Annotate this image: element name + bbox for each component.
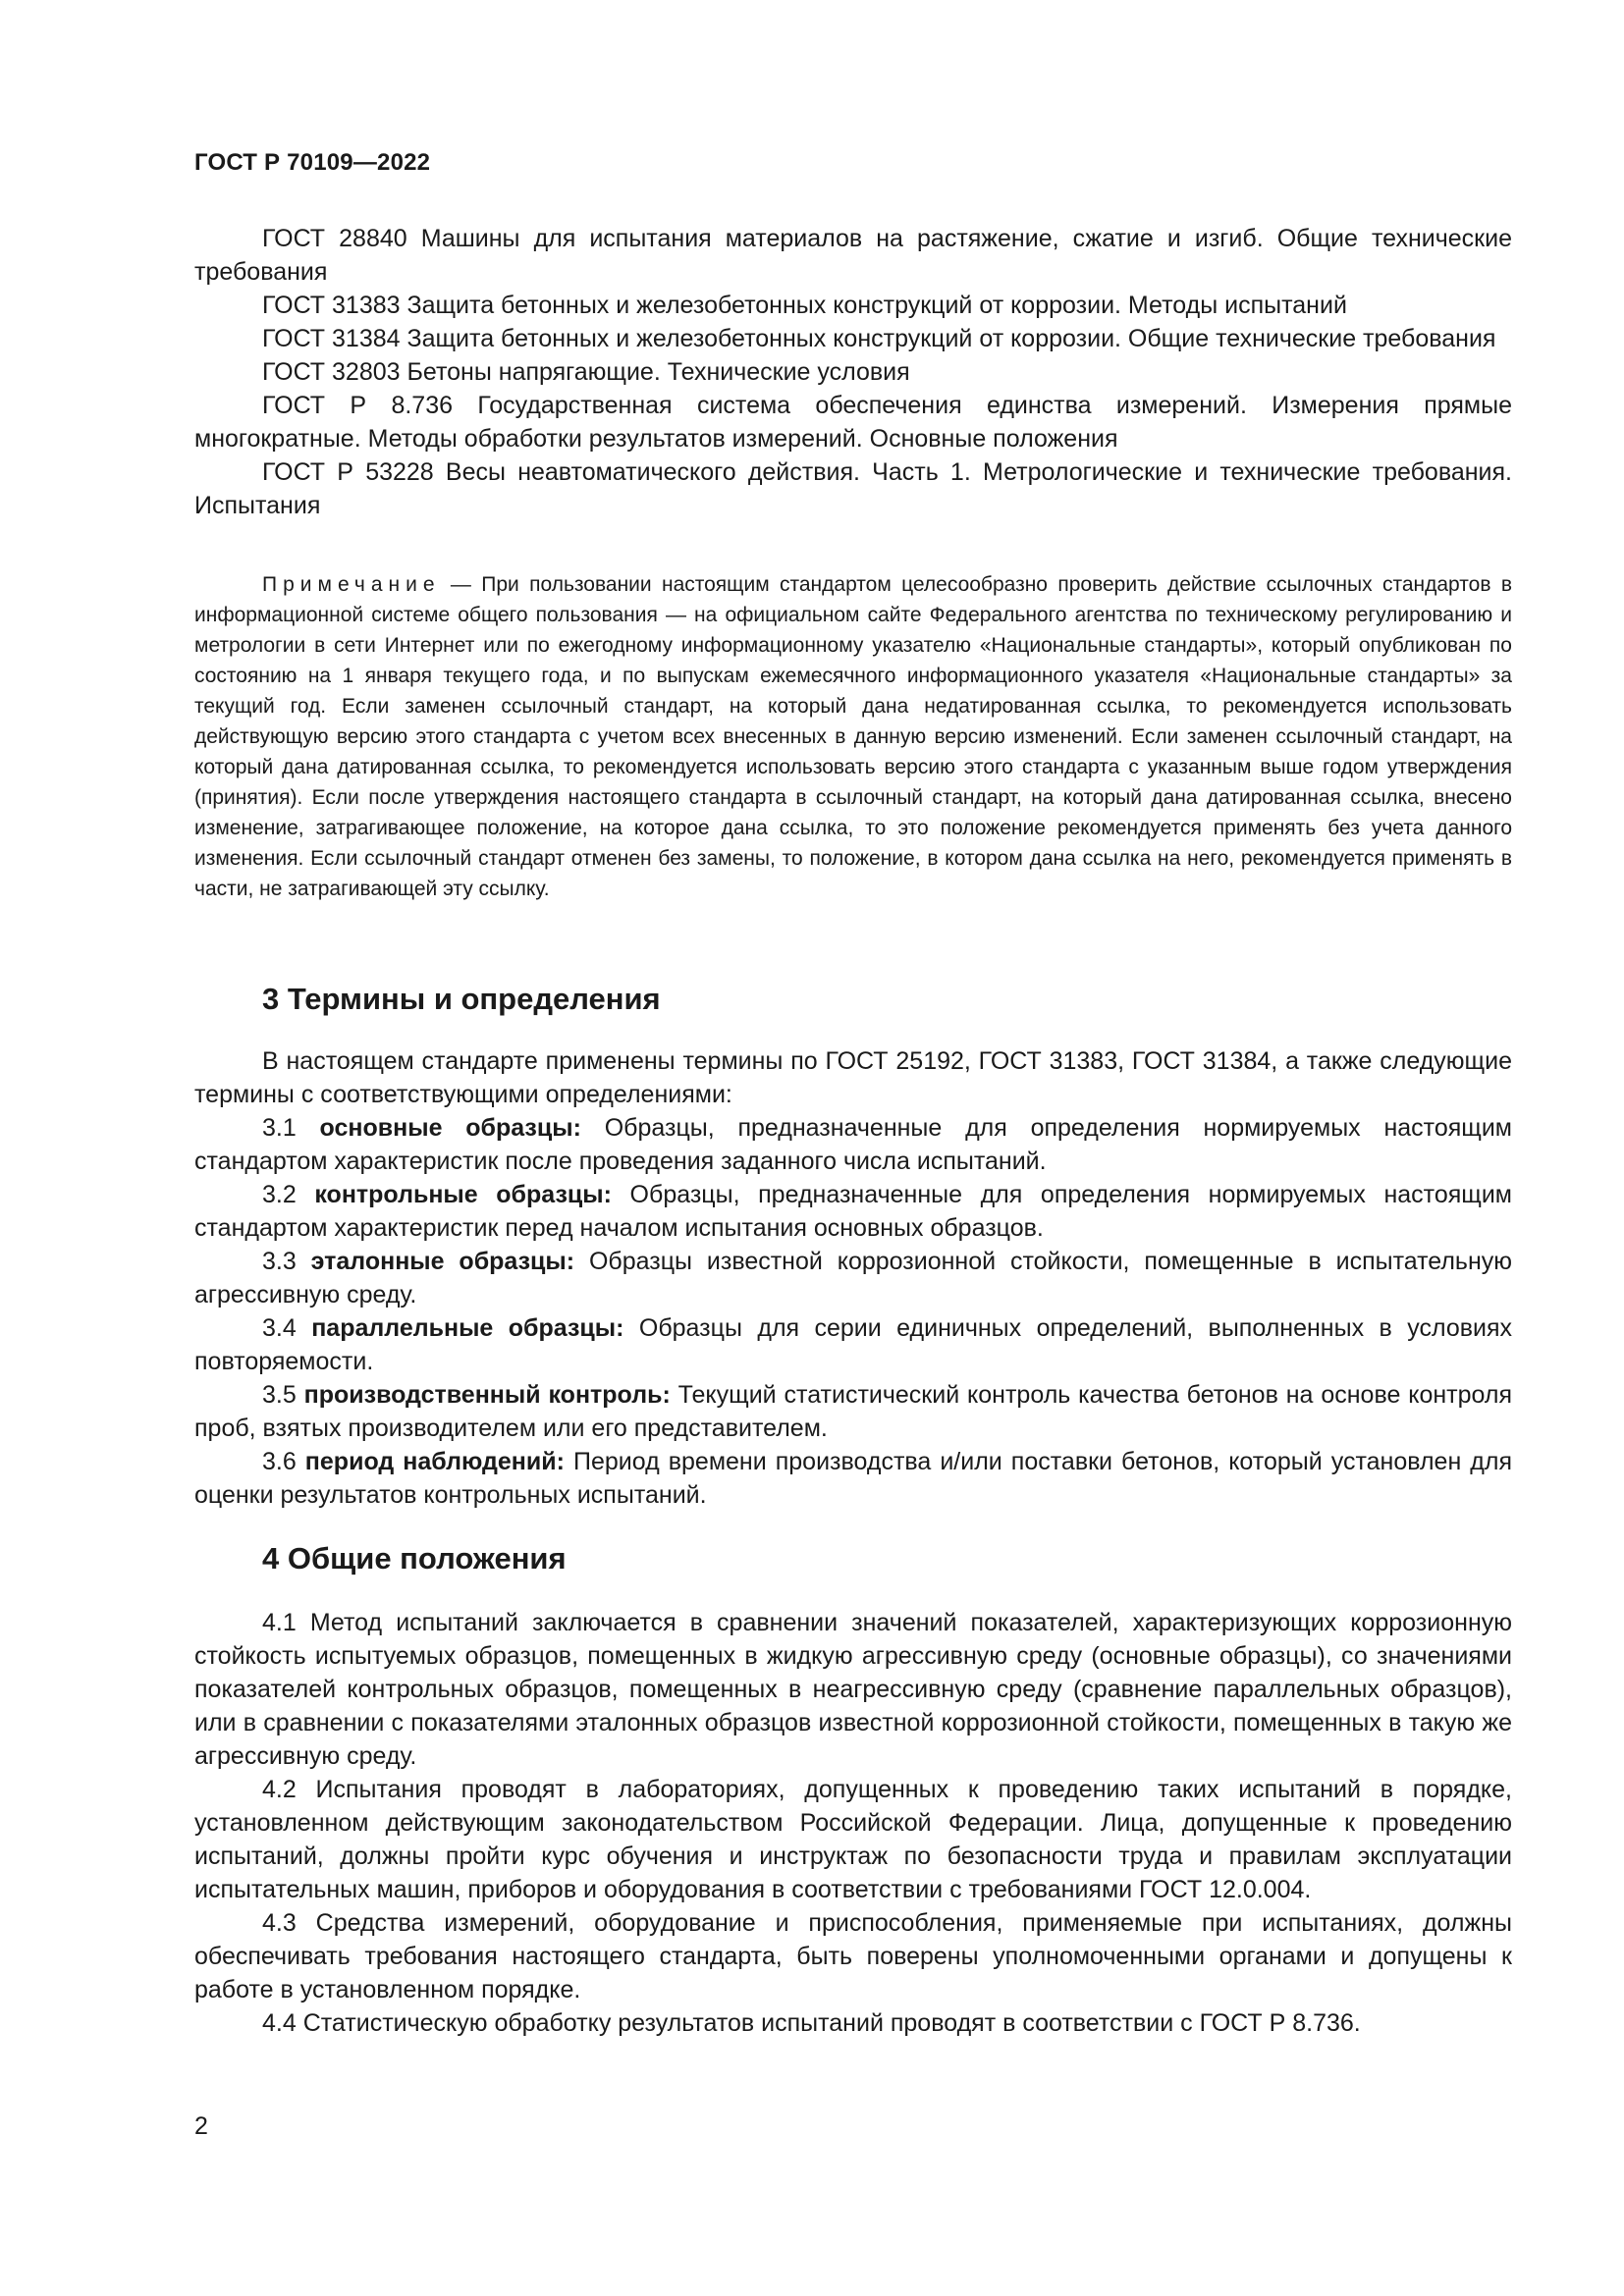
- section-3-body: [194, 1044, 1512, 1512]
- term-definition: [194, 1245, 1512, 1311]
- term-definition: [194, 1178, 1512, 1245]
- term-text: Образцы, предназначенные для определения нормируемых настоящим стандартом характеристик после проведения заданного числа испытаний.: [194, 1114, 1512, 1175]
- document-code-header: ГОСТ Р 70109—2022: [194, 149, 431, 176]
- reference-item: ГОСТ 28840 Машины для испытания материалов на растяжение, сжатие и изгиб. Общие технические требования: [194, 225, 1512, 286]
- note-block: [194, 569, 1512, 904]
- section-3-intro: В настоящем стандарте применены термины по ГОСТ 25192, ГОСТ 31383, ГОСТ 31384, а также следующие термины с соответствующими определениями:: [194, 1047, 1512, 1108]
- section-4-paragraph: 4.3 Средства измерений, оборудование и приспособления, применяемые при испытаниях, должны обеспечивать требования настоящего стандарта, быть поверены уполномоченными органами и допущены к работе в установленном порядке.: [194, 1909, 1512, 2003]
- page-number: 2: [194, 2112, 208, 2140]
- term-definition: [194, 1378, 1512, 1445]
- reference-item: ГОСТ Р 53228 Весы неавтоматического действия. Часть 1. Метрологические и технические требования. Испытания: [194, 458, 1512, 519]
- section-4-paragraph: 4.4 Статистическую обработку результатов испытаний проводят в соответствии с ГОСТ Р 8.736.: [262, 2009, 1361, 2037]
- note-text: — При пользовании настоящим стандартом целесообразно проверить действие ссылочных стандартов в информационной системе общего пользования — на официальном сайте Федерального агентства по техническому регулированию и метрологии в сети Интернет или по ежегодному информационному указателю «Национальные стандарты», который опубликован по состоянию на 1 января текущего года, и по выпускам ежемесячного информационного указателя «Национальные стандарты» за текущий год. Если заменен ссылочный стандарт, на который дана недатированная ссылка, то рекомендуется использовать действующую версию этого стандарта с учетом всех внесенных в данную версию изменений. Если заменен ссылочный стандарт, на который дана датированная ссылка, то рекомендуется использовать версию этого стандарта с указанным выше годом утверждения (принятия). Если после утверждения настоящего стандарта в ссылочный стандарт, на который дана датированная ссылка, внесено изменение, затрагивающее положение, на которое дана ссылка, то это положение рекомендуется применять без учета данного изменения. Если ссылочный стандарт отменен без замены, то положение, в котором дана ссылка на него, рекомендуется применять в части, не затрагивающей эту ссылку.: [194, 573, 1512, 900]
- term-number: 3.2: [262, 1181, 315, 1208]
- term-text: Образцы, предназначенные для определения нормируемых настоящим стандартом характеристик перед началом испытания основных образцов.: [194, 1181, 1512, 1242]
- term-name: параллельные образцы:: [311, 1314, 624, 1342]
- term-name: период наблюдений:: [304, 1448, 565, 1475]
- section-3-title: 3 Термины и определения: [262, 982, 661, 1016]
- term-text: Образцы известной коррозионной стойкости, помещенные в испытательную агрессивную среду.: [194, 1248, 1513, 1308]
- term-number: 3.5: [262, 1381, 304, 1409]
- section-4-paragraph: 4.2 Испытания проводят в лабораториях, допущенных к проведению таких испытаний в порядке, установленном действующим законодательством Российской Федерации. Лица, допущенные к проведению испытаний, должны пройти курс обучения и инструктаж по безопасности труда и правилам эксплуатации испытательных машин, приборов и оборудования в соответствии с требованиями ГОСТ 12.0.004.: [194, 1776, 1512, 1903]
- term-definition: [194, 1311, 1512, 1378]
- term-text: Текущий статистический контроль качества бетонов на основе контроля проб, взятых производителем или его представителем.: [194, 1381, 1512, 1442]
- term-name: эталонные образцы:: [310, 1248, 575, 1275]
- note-label: Примечание: [262, 573, 441, 596]
- term-definition: [194, 1111, 1512, 1178]
- term-name: производственный контроль:: [303, 1381, 671, 1409]
- section-4-body: [194, 1606, 1512, 2040]
- term-text: Образцы для серии единичных определений, выполненных в условиях повторяемости.: [194, 1314, 1513, 1375]
- term-name: основные образцы:: [319, 1114, 581, 1142]
- term-name: контрольные образцы:: [314, 1181, 612, 1208]
- note-paragraph: [194, 569, 1512, 904]
- term-number: 3.1: [262, 1114, 320, 1142]
- term-definition: [194, 1445, 1512, 1512]
- term-text: Период времени производства и/или поставки бетонов, который установлен для оценки результатов контрольных испытаний.: [194, 1448, 1513, 1509]
- reference-item: ГОСТ 31384 Защита бетонных и железобетонных конструкций от коррозии. Общие технические требования: [262, 325, 1496, 352]
- reference-item: ГОСТ 31383 Защита бетонных и железобетонных конструкций от коррозии. Методы испытаний: [262, 292, 1347, 319]
- term-number: 3.4: [262, 1314, 312, 1342]
- term-number: 3.6: [262, 1448, 305, 1475]
- normative-references-list: [194, 222, 1512, 522]
- section-4-title: 4 Общие положения: [262, 1541, 567, 1575]
- reference-item: ГОСТ 32803 Бетоны напрягающие. Технические условия: [262, 358, 910, 386]
- section-4-paragraph: 4.1 Метод испытаний заключается в сравнении значений показателей, характеризующих коррозионную стойкость испытуемых образцов, помещенных в жидкую агрессивную среду (основные образцы), со значениями показателей контрольных образцов, помещенных в неагрессивную среду (сравнение параллельных образцов), или в сравнении с показателями эталонных образцов известной коррозионной стойкости, помещенных в такую же агрессивную среду.: [194, 1609, 1512, 1770]
- term-number: 3.3: [262, 1248, 311, 1275]
- reference-item: ГОСТ Р 8.736 Государственная система обеспечения единства измерений. Измерения прямые многократные. Методы обработки результатов измерений. Основные положения: [194, 392, 1512, 453]
